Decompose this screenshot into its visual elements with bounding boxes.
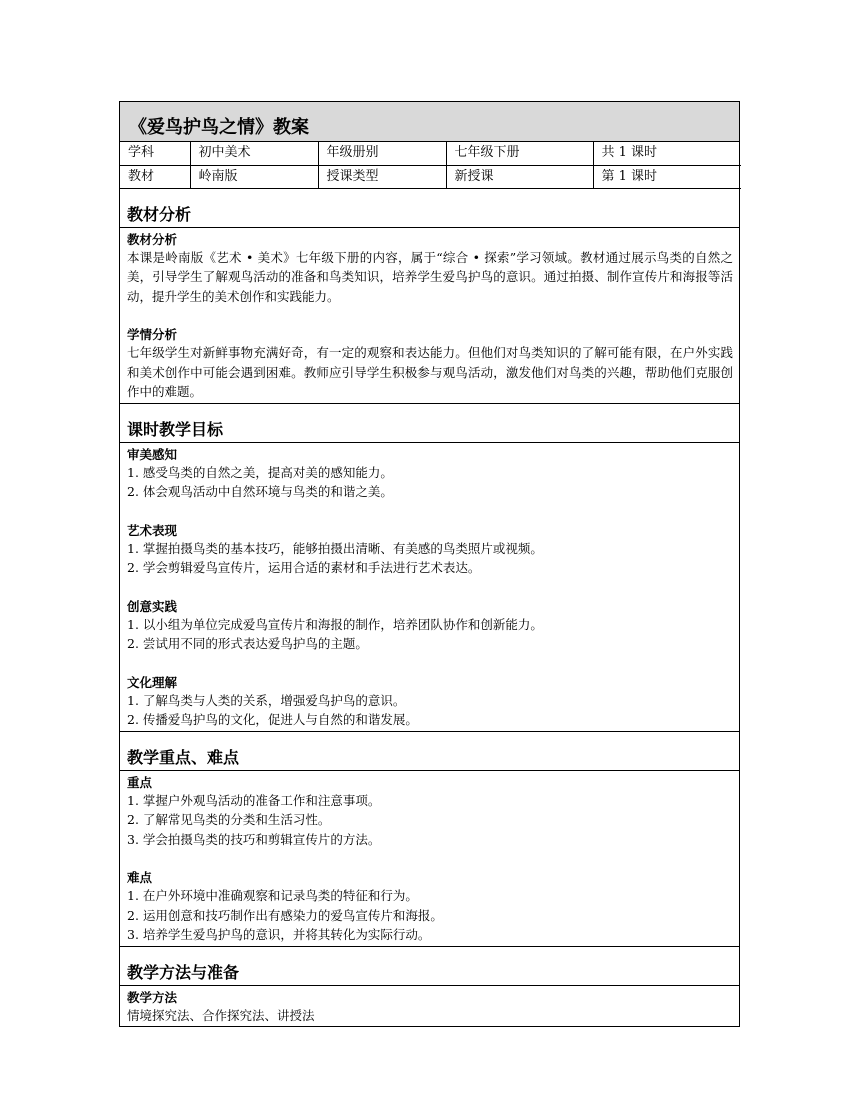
info-cell: 第 1 课时	[593, 165, 741, 188]
subheading: 创意实践	[127, 598, 178, 614]
document-title: 《爱鸟护鸟之情》教案	[120, 102, 739, 142]
info-cell: 年级册别	[318, 142, 446, 165]
subheading: 学情分析	[127, 327, 178, 342]
list-item: 2. 体会观鸟活动中自然环境与鸟类的和谐之美。	[127, 484, 393, 499]
info-cell: 学科	[120, 142, 190, 165]
info-cell: 岭南版	[190, 165, 318, 188]
list-item: 1. 在户外环境中准确观察和记录鸟类的特征和行为。	[127, 888, 418, 903]
info-cell: 教材	[120, 165, 190, 188]
subheading: 审美感知	[127, 446, 178, 462]
subheading: 重点	[127, 774, 153, 790]
paragraph: 情境探究法、合作探究法、讲授法	[127, 1007, 315, 1023]
list-item: 1. 掌握拍摄鸟类的基本技巧，能够拍摄出清晰、有美感的鸟类照片或视频。	[127, 540, 543, 556]
list-item: 3. 学会拍摄鸟类的技巧和剪辑宣传片的方法。	[127, 831, 381, 847]
subheading: 难点	[127, 870, 153, 885]
subheading: 教学方法	[127, 989, 178, 1005]
section-body-objectives	[120, 443, 739, 732]
course-info-table	[120, 142, 741, 189]
list-item: 1. 以小组为单位完成爱鸟宣传片和海报的制作，培养团队协作和创新能力。	[127, 616, 543, 632]
subheading: 教材分析	[127, 231, 178, 247]
lesson-plan-document	[119, 101, 740, 1027]
section-heading-keypoints: 教学重点、难点	[120, 732, 739, 771]
list-item: 1. 了解鸟类与人类的关系，增强爱鸟护鸟的意识。	[127, 692, 406, 708]
info-cell: 授课类型	[318, 165, 446, 188]
info-cell: 新授课	[446, 165, 593, 188]
section-heading-methods: 教学方法与准备	[120, 947, 739, 986]
subheading: 文化理解	[127, 674, 178, 690]
section-body-analysis	[120, 228, 739, 404]
subheading: 艺术表现	[127, 522, 178, 538]
section-heading-analysis: 教材分析	[120, 189, 739, 228]
list-item: 1. 感受鸟类的自然之美，提高对美的感知能力。	[127, 464, 393, 480]
info-cell: 共 1 课时	[593, 142, 741, 165]
section-body-keypoints	[120, 771, 739, 947]
list-item: 2. 了解常见鸟类的分类和生活习性。	[127, 812, 331, 827]
list-item: 2. 传播爱鸟护鸟的文化，促进人与自然的和谐发展。	[127, 712, 418, 727]
info-cell: 七年级下册	[446, 142, 593, 165]
list-item: 1. 掌握户外观鸟活动的准备工作和注意事项。	[127, 792, 381, 808]
info-cell: 初中美术	[190, 142, 318, 165]
section-body-methods	[120, 986, 739, 1027]
section-heading-objectives: 课时教学目标	[120, 404, 739, 443]
info-row	[120, 165, 741, 188]
list-item: 2. 学会剪辑爱鸟宣传片，运用合适的素材和手法进行艺术表达。	[127, 560, 481, 575]
paragraph: 本课是岭南版《艺术 • 美术》七年级下册的内容，属于“综合 • 探索”学习领域。教材通过展示鸟类的自然之美，引导学生了解观鸟活动的准备和鸟类知识，培养学生爱鸟护鸟的意识。通过拍摄、制作宣传片和海报等活动，提升学生的美术创作和实践能力。	[127, 249, 733, 304]
list-item: 2. 尝试用不同的形式表达爱鸟护鸟的主题。	[127, 636, 368, 651]
list-item: 2. 运用创意和技巧制作出有感染力的爱鸟宣传片和海报。	[127, 907, 443, 923]
paragraph: 七年级学生对新鲜事物充满好奇，有一定的观察和表达能力。但他们对鸟类知识的了解可能有限，在户外实践和美术创作中可能会遇到困难。教师应引导学生积极参与观鸟活动，激发他们对鸟类的兴趣，帮助他们克服创作中的难题。	[127, 345, 733, 399]
list-item: 3. 培养学生爱鸟护鸟的意识，并将其转化为实际行动。	[127, 927, 431, 942]
info-row	[120, 142, 741, 165]
